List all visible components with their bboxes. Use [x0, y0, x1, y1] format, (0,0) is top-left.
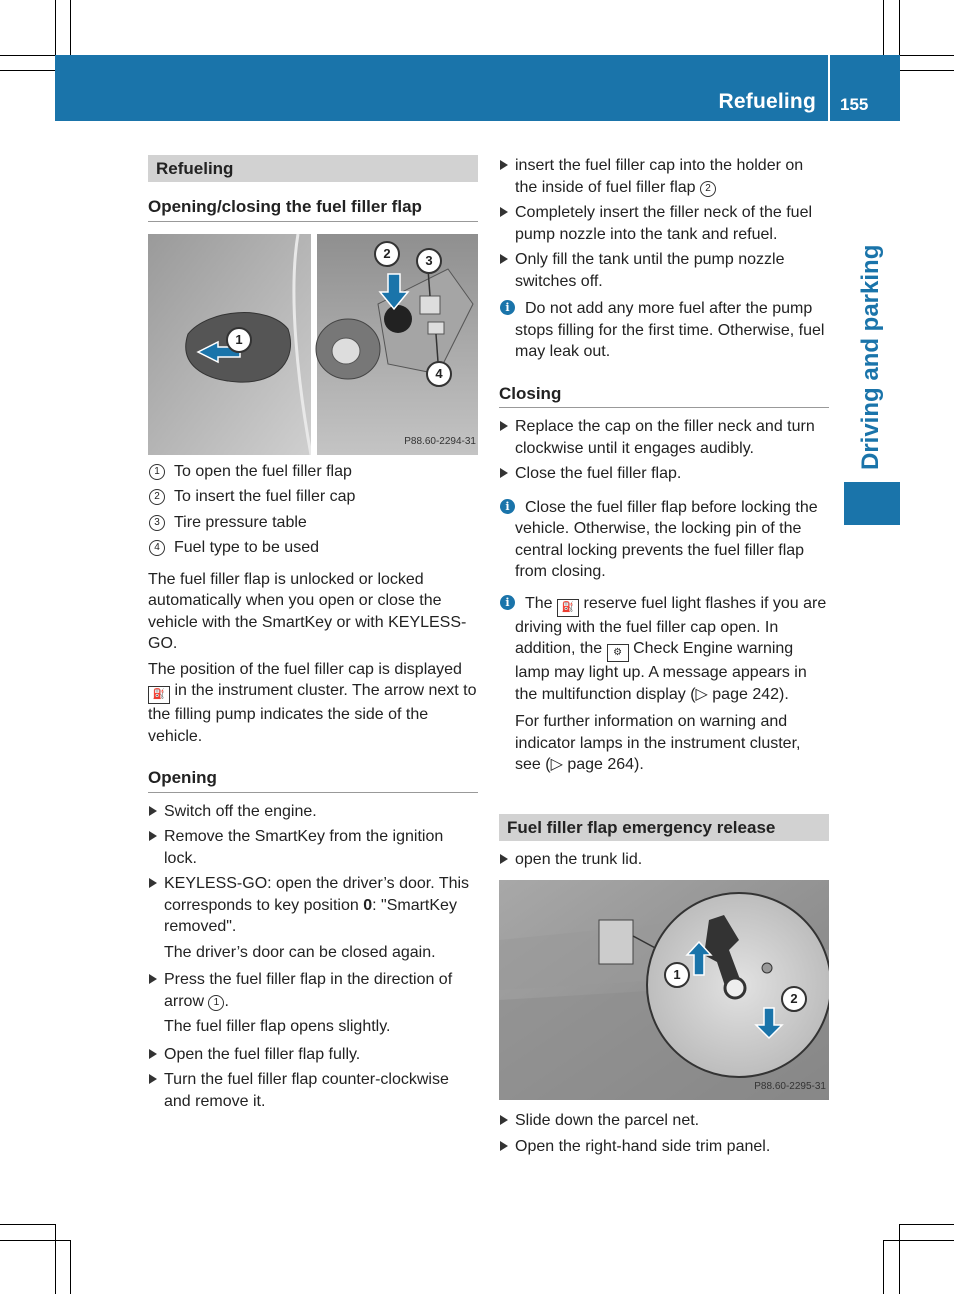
crop-mark — [70, 1240, 71, 1294]
info-text: The — [525, 594, 553, 612]
step-item: Turn the fuel filler flap counter-clockwise and remove it. — [148, 1069, 478, 1112]
fuel-pump-icon: ⛽ — [148, 686, 170, 704]
step-item: Open the fuel filler flap fully. — [148, 1044, 478, 1066]
step-text: . — [224, 992, 229, 1010]
info-icon: i — [500, 300, 515, 315]
step-item: Close the fuel filler flap. — [499, 463, 829, 485]
legend-text: To insert the fuel filler cap — [174, 488, 356, 505]
figure-fuel-filler-flap — [148, 234, 478, 455]
opening-steps — [148, 801, 478, 1113]
legend-number: 1 — [149, 464, 165, 480]
step-text: Press the fuel filler flap in the direction of arrow — [164, 971, 453, 1010]
step-item: Switch off the engine. — [148, 801, 478, 823]
side-tab-label: Driving and parking — [857, 244, 884, 470]
legend-number: 3 — [149, 515, 165, 531]
info-continuation: For further information on warning and indicator lamps in the instrument cluster, see (▷ page 264). — [515, 713, 801, 773]
callout-4: 4 — [426, 361, 452, 387]
callout-2: 2 — [781, 986, 807, 1012]
info-text: Check Engine warning lamp may light up. A message appears in the multifunction display (▷ page 242). — [515, 640, 807, 703]
legend-text: Fuel type to be used — [174, 539, 319, 556]
inline-callout: 1 — [208, 995, 224, 1011]
paragraph-unlock: The fuel filler flap is unlocked or locked automatically when you open or close the vehicle with the SmartKey or with KEYLESS-GO. — [148, 570, 467, 652]
info-text: Do not add any more fuel after the pump stops filling for the first time. Otherwise, fuel may leak out. — [515, 300, 825, 360]
left-column — [148, 155, 478, 1116]
closing-steps — [499, 416, 829, 485]
crop-mark — [0, 1240, 70, 1241]
subheading-opening: Opening — [148, 767, 478, 793]
callout-3: 3 — [416, 248, 442, 274]
legend-number: 2 — [149, 489, 165, 505]
crop-mark — [899, 1224, 954, 1225]
step-item: Completely insert the filler neck of the fuel pump nozzle into the tank and refuel. — [499, 202, 829, 245]
step-text: : "SmartKey removed". — [164, 896, 457, 935]
paragraph-text: in the instrument cluster. The arrow next to the filling pump indicates the side of the vehicle. — [148, 682, 477, 745]
crop-mark — [0, 1224, 55, 1225]
info-icon: i — [500, 499, 515, 514]
step-item — [148, 873, 478, 938]
crop-mark — [884, 1240, 954, 1241]
crop-mark — [899, 55, 954, 56]
step-item: Open the right-hand side trim panel. — [499, 1136, 829, 1158]
info-note — [499, 298, 829, 363]
legend-item — [148, 486, 478, 508]
step-item: Only fill the tank until the pump nozzle switches off. — [499, 249, 829, 292]
engine-icon: ⚙ — [607, 644, 629, 662]
step-text: KEYLESS-GO: open the driver’s door. This corresponds to key position — [164, 875, 470, 914]
side-tab-marker — [844, 482, 900, 525]
trunk-release-illustration — [499, 880, 829, 1100]
step-continuation: The fuel filler flap opens slightly. — [164, 1018, 391, 1035]
key-position: 0 — [363, 896, 373, 914]
crop-mark — [0, 70, 55, 71]
figure-code: P88.60-2294-31 — [404, 436, 476, 447]
header-separator — [828, 55, 830, 121]
figure-emergency-release — [499, 880, 829, 1100]
info-text: Close the fuel filler flap before locking the vehicle. Otherwise, the locking pin of the central locking prevents the fuel filler flap from closing. — [515, 498, 818, 580]
legend-item — [148, 461, 478, 483]
crop-mark — [899, 1224, 900, 1294]
callout-1: 1 — [664, 962, 690, 988]
legend-item — [148, 512, 478, 534]
fuel-pump-icon: ⛽ — [557, 599, 579, 617]
legend-number: 4 — [149, 540, 165, 556]
step-item: Replace the cap on the filler neck and turn clockwise until it engages audibly. — [499, 416, 829, 459]
callout-2: 2 — [374, 241, 400, 267]
legend-text: Tire pressure table — [174, 513, 307, 531]
info-text: reserve fuel light flashes if you are driving with the fuel filler cap open. In addition, the — [515, 594, 827, 657]
page-header-title: Refueling — [718, 90, 816, 113]
crop-mark — [70, 0, 71, 55]
right-column — [499, 155, 829, 1161]
info-icon: i — [500, 595, 515, 610]
legend-list — [148, 461, 478, 559]
callout-1: 1 — [226, 327, 252, 353]
info-note — [499, 593, 829, 706]
section-title-refueling: Refueling — [148, 155, 478, 182]
subheading-fuel-flap: Opening/closing the fuel filler flap — [148, 196, 478, 222]
legend-text: To open the fuel filler flap — [174, 462, 352, 480]
info-note — [499, 497, 829, 583]
step-item: Slide down the parcel net. — [499, 1110, 829, 1132]
legend-item — [148, 537, 478, 559]
page-number: 155 — [840, 95, 869, 114]
figure-code: P88.60-2295-31 — [754, 1080, 826, 1092]
step-continuation: The driver’s door can be closed again. — [164, 943, 436, 961]
step-item: open the trunk lid. — [499, 849, 829, 871]
crop-mark — [883, 0, 884, 55]
subheading-closing: Closing — [499, 383, 829, 409]
paragraph-text: The position of the fuel filler cap is displayed — [148, 660, 462, 678]
step-text: insert the fuel filler cap into the holder on the inside of fuel filler flap — [515, 157, 804, 196]
step-item — [148, 969, 478, 1012]
step-item — [499, 155, 829, 198]
paragraph-cap-position — [148, 659, 478, 748]
crop-mark — [55, 1224, 56, 1294]
crop-mark — [883, 1240, 884, 1294]
section-title-emergency-release: Fuel filler flap emergency release — [499, 814, 829, 841]
inline-callout: 2 — [700, 181, 716, 197]
final-steps — [499, 1110, 829, 1157]
step-item: Remove the SmartKey from the ignition lock. — [148, 826, 478, 869]
